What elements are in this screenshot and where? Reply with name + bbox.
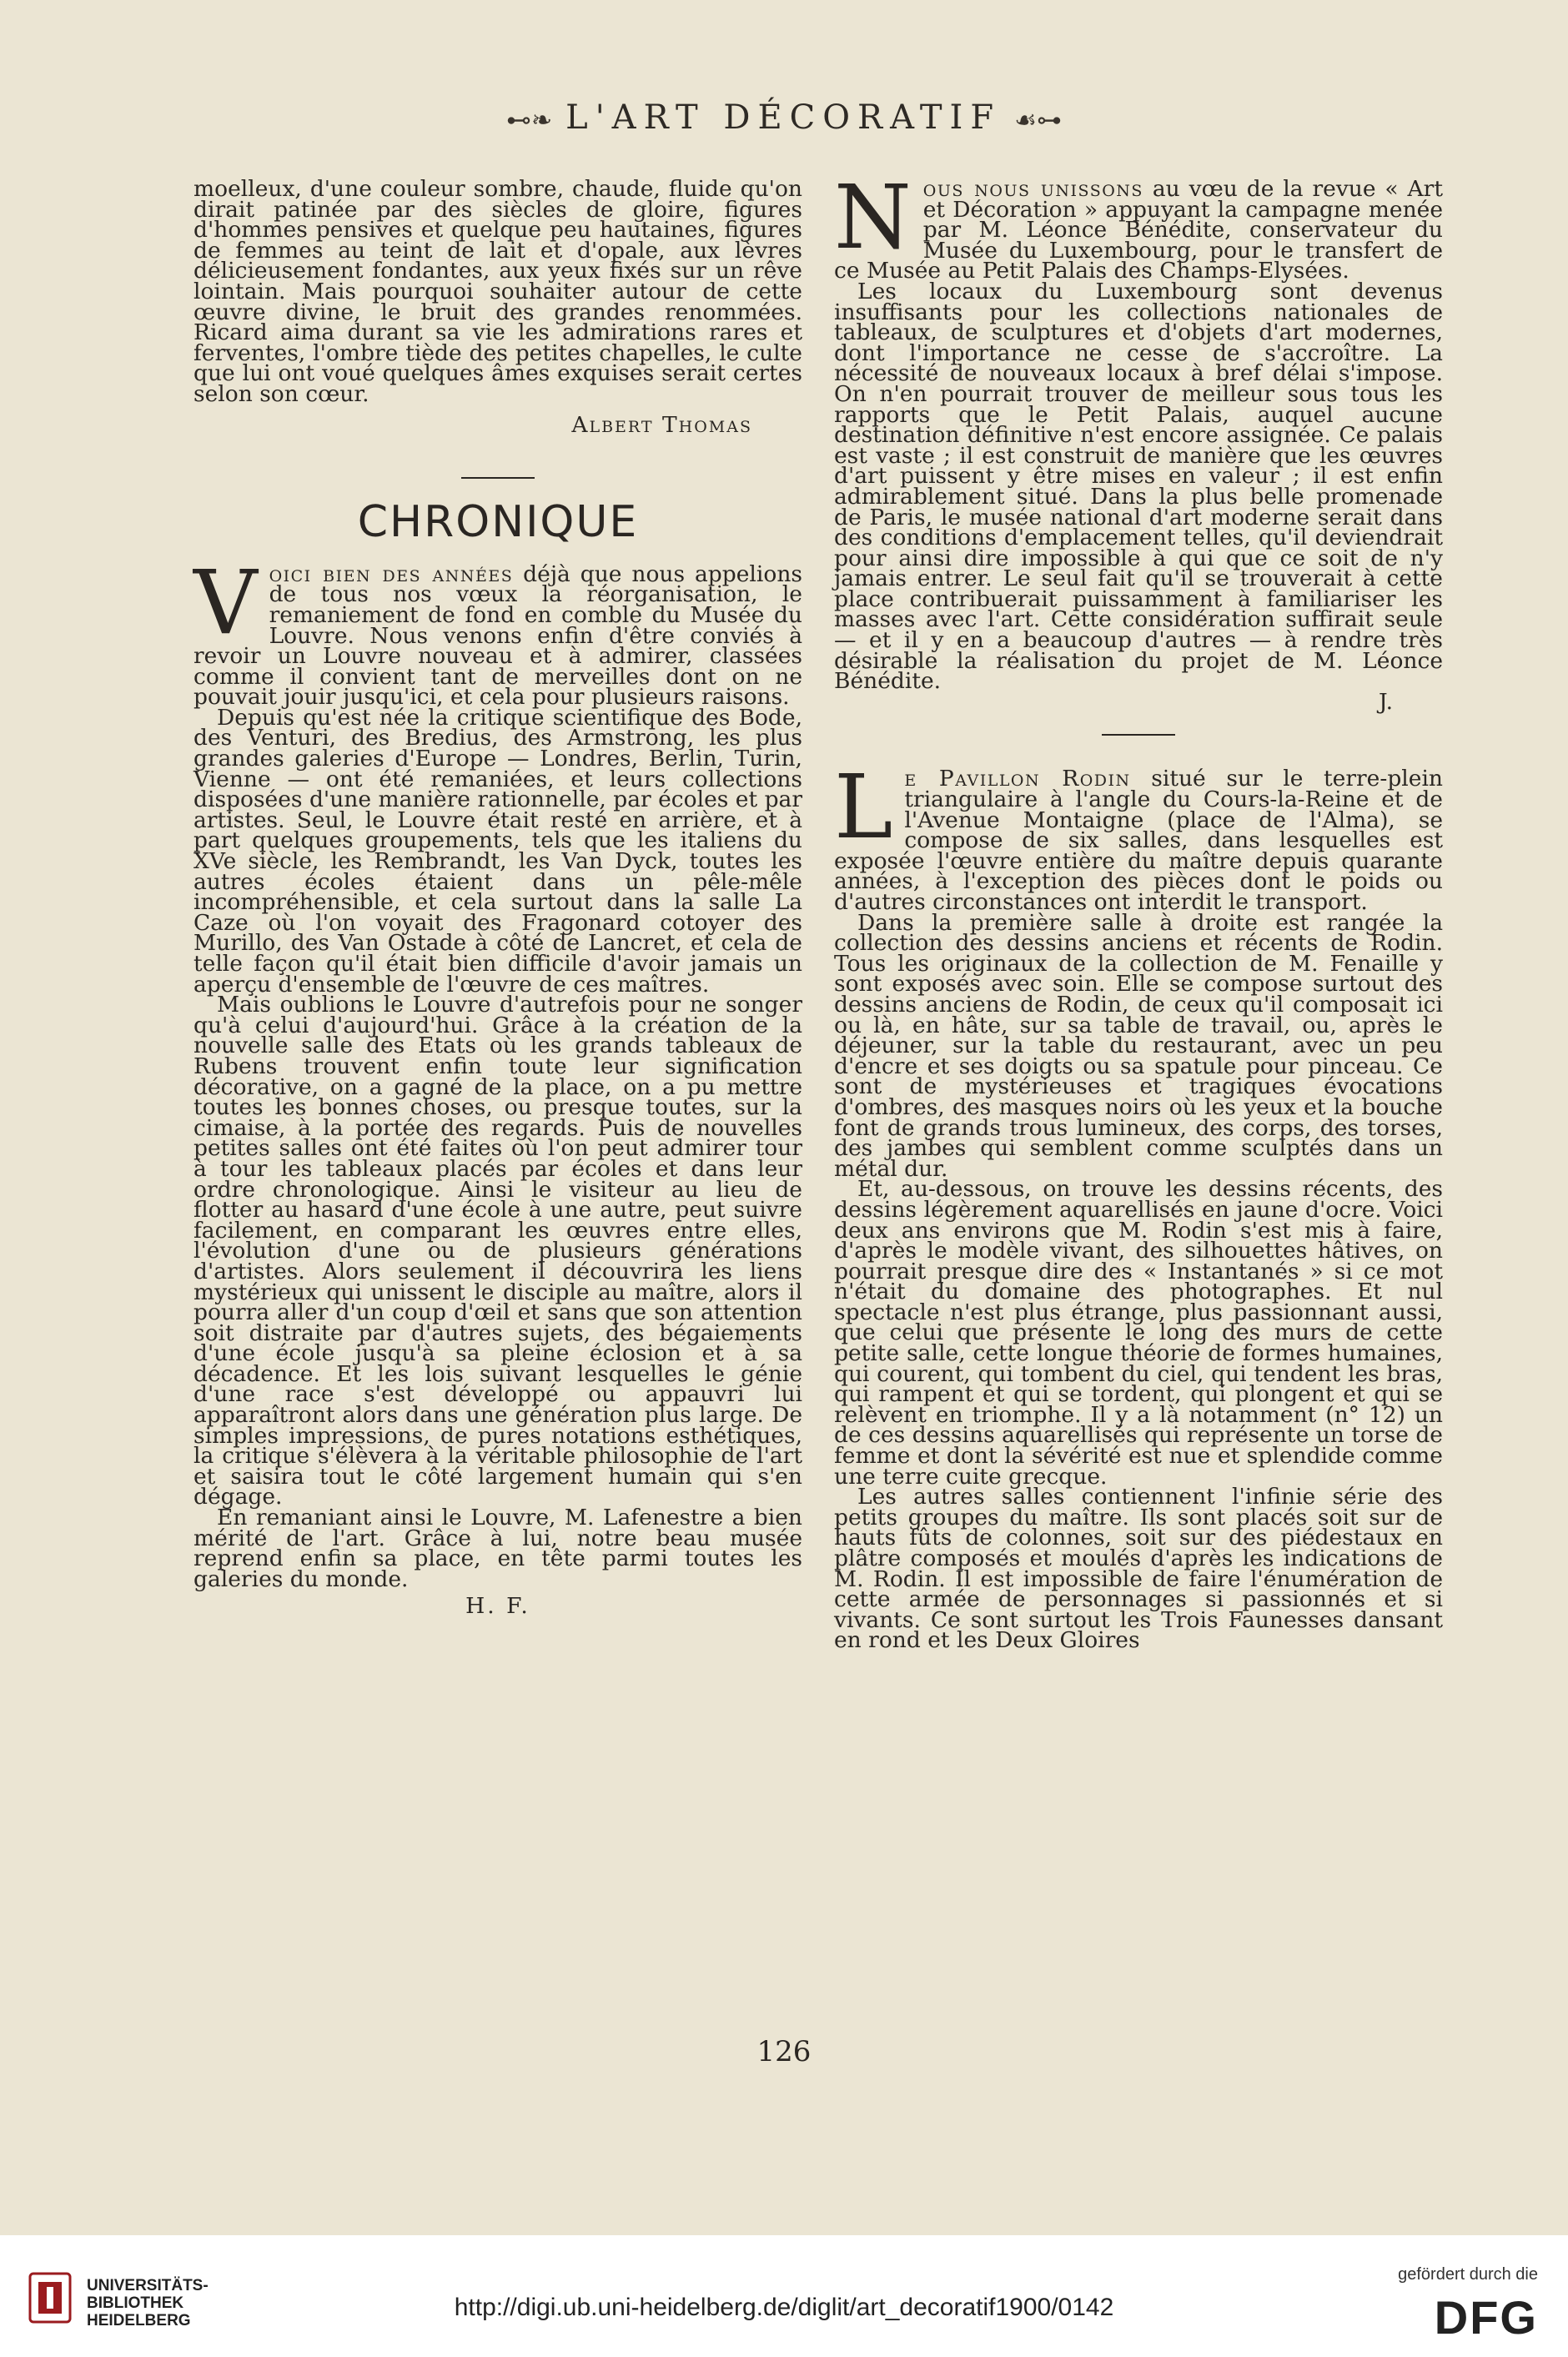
- intro-paragraph: moelleux, d'une couleur sombre, chaude, fluide qu'on dirait patinée par des siècles de gloire, figures d'hommes pensives et quelque peu hautaines, figures de femmes au teint de lait et d'opale, aux lèvres délicieusement fondantes, aux yeux fixés sur un rêve lointain. Mais pourquoi souhaiter autour de cette œuvre divine, le bruit des grandes renommées. Ricard aima durant sa vie les admirations rares et ferventes, l'ombre tiède des petites chapelles, le culte que lui ont voué quelques âmes exquises serait certes selon son cœur.: [193, 176, 802, 407]
- dfg-caption: gefördert durch die: [1398, 2265, 1538, 2284]
- lead-in: e Pavillon Rodin: [904, 766, 1131, 792]
- section-title: CHRONIQUE: [357, 497, 639, 548]
- lead-in: oici bien des années: [269, 560, 514, 587]
- chronique-signature: H. F.: [465, 1593, 530, 1620]
- nous-paragraph-2: Les locaux du Luxembourg sont devenus insuffisants pour les collections nationales de tableaux, de sculptures et d'objets d'art modernes, dont l'importance ne cesse de s'accroître. La nécessité de nouveaux locaux à bref délai s'impose. On n'en pourrait trouver de meilleur sous tous les rapports que le Petit Palais, auquel aucune destination définitive n'est encore assignée. Ce palais est vaste ; il est construit de manière que les œuvres d'art puissent y être mises en valeur ; il est enfin admirablement situé. Dans la plus belle promenade de Paris, le musée national d'art moderne serait dans des conditions d'emplacement telles, qu'il deviendrait pour ainsi dire impossible à qui que ce soit de n'y jamais entrer. Le seul fait qu'il se trouverait à cette place contribuerait puissamment à familiariser les masses avec l'art. Cette considération suffirait seule — et il y en a beaucoup d'autres — à rendre très désirable la réalisation du projet de M. Léonce Bénédite.: [834, 278, 1443, 695]
- nous-signature: J.: [1379, 688, 1393, 715]
- intro-signature: Albert Thomas: [571, 411, 752, 438]
- paragraph-text: situé sur le terre-plein triangulaire à l'angle du Cours-la-Reine et de l'Avenue Montaigne (place de l'Alma), se compose de six salles, dans lesquelles est exposée l'œuvre entière du maître depuis quarante années, à l'exception des pièces dont le poids ou d'autres circonstances ont interdit le transport.: [834, 766, 1443, 915]
- chronique-paragraph-1: [193, 550, 802, 711]
- chronique-paragraph-4: En remaniant ainsi le Louvre, M. Lafenestre a bien mérité de l'art. Grâce à lui, notre beau musée reprend enfin sa place, en tête parmi toutes les galeries du monde.: [193, 1505, 802, 1592]
- rodin-paragraph-2: Dans la première salle à droite est rangée la collection des dessins anciens et récents de Rodin. Tous les originaux de la collection de M. Fenaille y sont exposés avec soin. Elle se compose surtout des dessins anciens de Rodin, de ceux qu'il composait ici ou là, en hâte, sur sa table de travail, ou, après le déjeuner, sur la table du restaurant, avec un peu d'encre et ses doigts ou sa spatule pour pinceau. Ce sont de mystérieuses et tragiques évocations d'ombres, des masques noirs où les yeux et la bouche font de grands trous lumineux, des corps, des torses, des jambes qui semblent comme sculptés dans un métal dur.: [834, 909, 1443, 1182]
- dfg-logo: DFG: [1434, 2291, 1538, 2344]
- rodin-paragraph-1: [834, 756, 1443, 915]
- ornament-right-icon: ☙⊶: [1014, 105, 1063, 135]
- section-divider: [461, 477, 535, 479]
- digitization-footer: [0, 2235, 1568, 2357]
- university-name-line: HEIDELBERG: [87, 2312, 191, 2329]
- nous-paragraph-1: [834, 166, 1444, 284]
- chronique-paragraph-3: Mais oublions le Louvre d'autrefois pour ne songer qu'à celui d'aujourd'hui. Grâce à la création de la nouvelle salle des Etats où les grands tableaux de Rubens trouvent enfin toute leur signification décorative, on a gagné de la place, on a pu mettre toutes les bonnes choses, ou presque toutes, sur la cimaise, à la portée des regards. Puis de nouvelles petites salles ont été faites où l'on peut admirer tour à tour les tableaux placés par écoles et dans leur ordre chronologique. Ainsi le visiteur au lieu de flotter au hasard d'une école à une autre, peut suivre facilement, en comparant les œuvres entre elles, l'évolution d'une ou de plusieurs générations d'artistes. Alors seulement il découvrira les liens mystérieux qui unissent le disciple au maître, alors il pourra aller d'un coup d'œil et sans que son attention soit distraite par d'autres sujets, des bégaiements d'une école jusqu'à sa pleine éclosion et à sa décadence. Et les lois suivant lesquelles le génie d'une race s'est développé ou appauvri lui apparaîtront alors dans une génération plus large. De simples impressions, de pures notations esthétiques, la critique s'élèvera à la véritable philosophie de l'art et saisira tout le côté largement humain qui s'en dégage.: [193, 992, 802, 1510]
- university-name-line: BIBLIOTHEK: [87, 2294, 184, 2312]
- paragraph-text: au vœu de la revue « Art et Décoration » appuyant la campagne menée par M. Léonce Bénédite, conservateur du Musée du Luxembourg, pour le transfert de ce Musée au Petit Palais des Champs-Elysées.: [834, 176, 1444, 284]
- section-divider: [1102, 734, 1175, 736]
- paragraph-text: déjà que nous appelions de tous nos vœux la réorganisation, le remaniement de fond en comble du Musée du Louvre. Nous venons enfin d'être conviés à revoir un Louvre nouveau et à admirer, classées comme il convient tant de merveilles dont on ne pouvait jouir jusqu'ici, et cela pour plusieurs raisons.: [193, 560, 802, 711]
- permalink[interactable]: http://digi.ub.uni-heidelberg.de/diglit/art_decoratif1900/0142: [454, 2294, 1114, 2321]
- university-name-line: UNIVERSITÄTS-: [87, 2277, 209, 2294]
- running-header: [0, 98, 1568, 137]
- ornament-left-icon: ⊷❧: [505, 105, 553, 135]
- rodin-paragraph-4: Les autres salles contiennent l'infinie série des petits groupes du maître. Ils sont placés soit sur de hauts fûts de colonnes, soit sur des piédestaux en plâtre composés et moulés d'après les indications de M. Rodin. Il est impossible de faire l'énumération de cette armée de personnages si passionnés et si vivants. Ce sont surtout les Trois Faunesses dansant en rond et les Deux Gloires: [834, 1484, 1443, 1654]
- journal-title: L'ART DÉCORATIF: [565, 98, 1002, 137]
- drop-cap: L: [834, 756, 893, 859]
- left-column: [193, 176, 802, 1620]
- chronique-paragraph-2: Depuis qu'est née la critique scientifique des Bode, des Venturi, des Bredius, des Armstrong, les plus grandes galeries d'Europe — Londres, Berlin, Turin, Vienne — ont été remaniées, et leurs collections disposées d'une manière rationnelle, par écoles et par artistes. Seul, le Louvre était resté en arrière, et à part quelques groupements, tels que les italiens du XVe siècle, les Rembrandt, les Van Dyck, toutes les autres écoles étaient dans un pêle-mêle incompréhensible, et cela surtout dans la salle La Caze où l'on voyait des Fragonard cotoyer des Murillo, des Van Ostade à côté de Lancret, et cela de telle façon qu'il était bien difficile d'avoir jamais un aperçu d'ensemble de l'œuvre de ces maîtres.: [193, 704, 802, 998]
- drop-cap: N: [834, 166, 912, 269]
- drop-cap: V: [193, 550, 258, 654]
- lead-in: ous nous unissons: [922, 176, 1143, 202]
- rodin-paragraph-3: Et, au-dessous, on trouve les dessins récents, des dessins légèrement aquarellisés en jaune d'ocre. Voici deux ans environs que M. Rodin s'est mis à faire, d'après le modèle vivant, des silhouettes hâtives, on pourrait presque dire des « Instantanés » si ce mot n'était du domaine des photographes. Et nul spectacle n'est plus étrange, plus passionnant aussi, que celui que présente le long des murs de cette petite salle, cette longue théorie de formes humaines, qui courent, qui tombent du ciel, qui tendent les bras, qui rampent et qui se tordent, qui plongent et qui se relèvent en triomphe. Il y a là notamment (n° 12) un de ces dessins aquarellisés qui représente un torse de femme et dont la sévérité est nue et splendide comme une terre cuite grecque.: [834, 1176, 1443, 1490]
- right-column: [834, 166, 1444, 1654]
- page-number: 126: [756, 2035, 812, 2068]
